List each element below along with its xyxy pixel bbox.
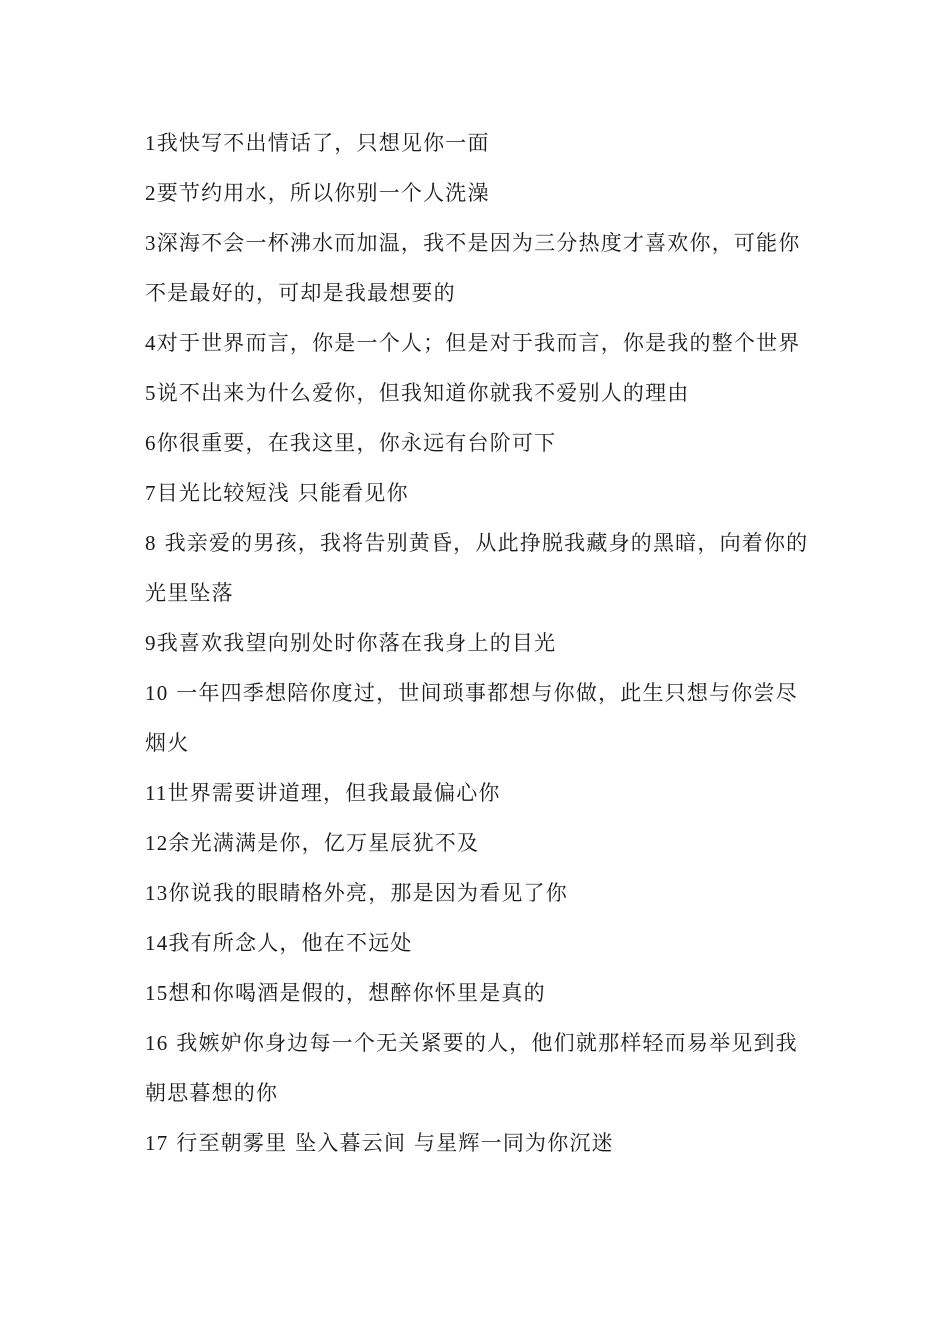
item-text: 我嫉妒你身边每一个无关紧要的人，他们就那样轻而易举见到我朝思暮想的你	[145, 1031, 798, 1105]
item-text: 我亲爱的男孩，我将告别黄昏，从此挣脱我藏身的黑暗，向着你的光里坠落	[145, 531, 809, 605]
item-number: 10	[145, 681, 169, 705]
item-number: 8	[145, 531, 157, 555]
item-text: 我有所念人，他在不远处	[168, 931, 413, 955]
list-item	[145, 768, 810, 818]
item-number: 12	[145, 831, 169, 855]
list-item	[145, 818, 810, 868]
item-text: 深海不会一杯沸水而加温，我不是因为三分热度才喜欢你，可能你不是最好的，可却是我最想要的	[145, 231, 801, 305]
item-text: 目光比较短浅 只能看见你	[156, 481, 409, 505]
item-text: 世界需要讲道理，但我最最偏心你	[167, 781, 501, 805]
item-text: 行至朝雾里 坠入暮云间 与星辉一同为你沉迷	[168, 1131, 614, 1155]
item-number: 16	[145, 1031, 169, 1055]
document-body	[145, 118, 810, 1168]
item-number: 1	[145, 131, 157, 155]
list-item	[145, 1118, 810, 1168]
item-number: 14	[145, 931, 169, 955]
item-number: 9	[145, 631, 157, 655]
list-item	[145, 218, 810, 318]
list-item	[145, 518, 810, 618]
list-item	[145, 468, 810, 518]
list-item	[145, 668, 810, 768]
list-item	[145, 968, 810, 1018]
list-item	[145, 1018, 810, 1118]
item-number: 5	[145, 381, 157, 405]
item-text: 你说我的眼睛格外亮，那是因为看见了你	[168, 881, 569, 905]
item-text: 余光满满是你，亿万星辰犹不及	[168, 831, 480, 855]
item-number: 6	[145, 431, 157, 455]
item-text: 对于世界而言，你是一个人；但是对于我而言，你是我的整个世界	[156, 331, 801, 355]
item-text: 想和你喝酒是假的，想醉你怀里是真的	[168, 981, 546, 1005]
item-text: 说不出来为什么爱你，但我知道你就我不爱别人的理由	[156, 381, 690, 405]
item-text: 要节约用水，所以你别一个人洗澡	[156, 181, 490, 205]
item-text: 一年四季想陪你度过，世间琐事都想与你做，此生只想与你尝尽烟火	[145, 681, 798, 755]
list-item	[145, 618, 810, 668]
list-item	[145, 118, 810, 168]
item-text: 你很重要，在我这里，你永远有台阶可下	[156, 431, 557, 455]
list-item	[145, 368, 810, 418]
item-number: 2	[145, 181, 157, 205]
item-number: 15	[145, 981, 169, 1005]
item-number: 3	[145, 231, 157, 255]
item-number: 7	[145, 481, 157, 505]
item-text: 我快写不出情话了，只想见你一面	[156, 131, 490, 155]
list-item	[145, 418, 810, 468]
item-number: 11	[145, 781, 168, 805]
list-item	[145, 318, 810, 368]
item-number: 4	[145, 331, 157, 355]
list-item	[145, 868, 810, 918]
list-item	[145, 168, 810, 218]
item-number: 13	[145, 881, 169, 905]
list-item	[145, 918, 810, 968]
item-text: 我喜欢我望向别处时你落在我身上的目光	[156, 631, 557, 655]
item-number: 17	[145, 1131, 169, 1155]
